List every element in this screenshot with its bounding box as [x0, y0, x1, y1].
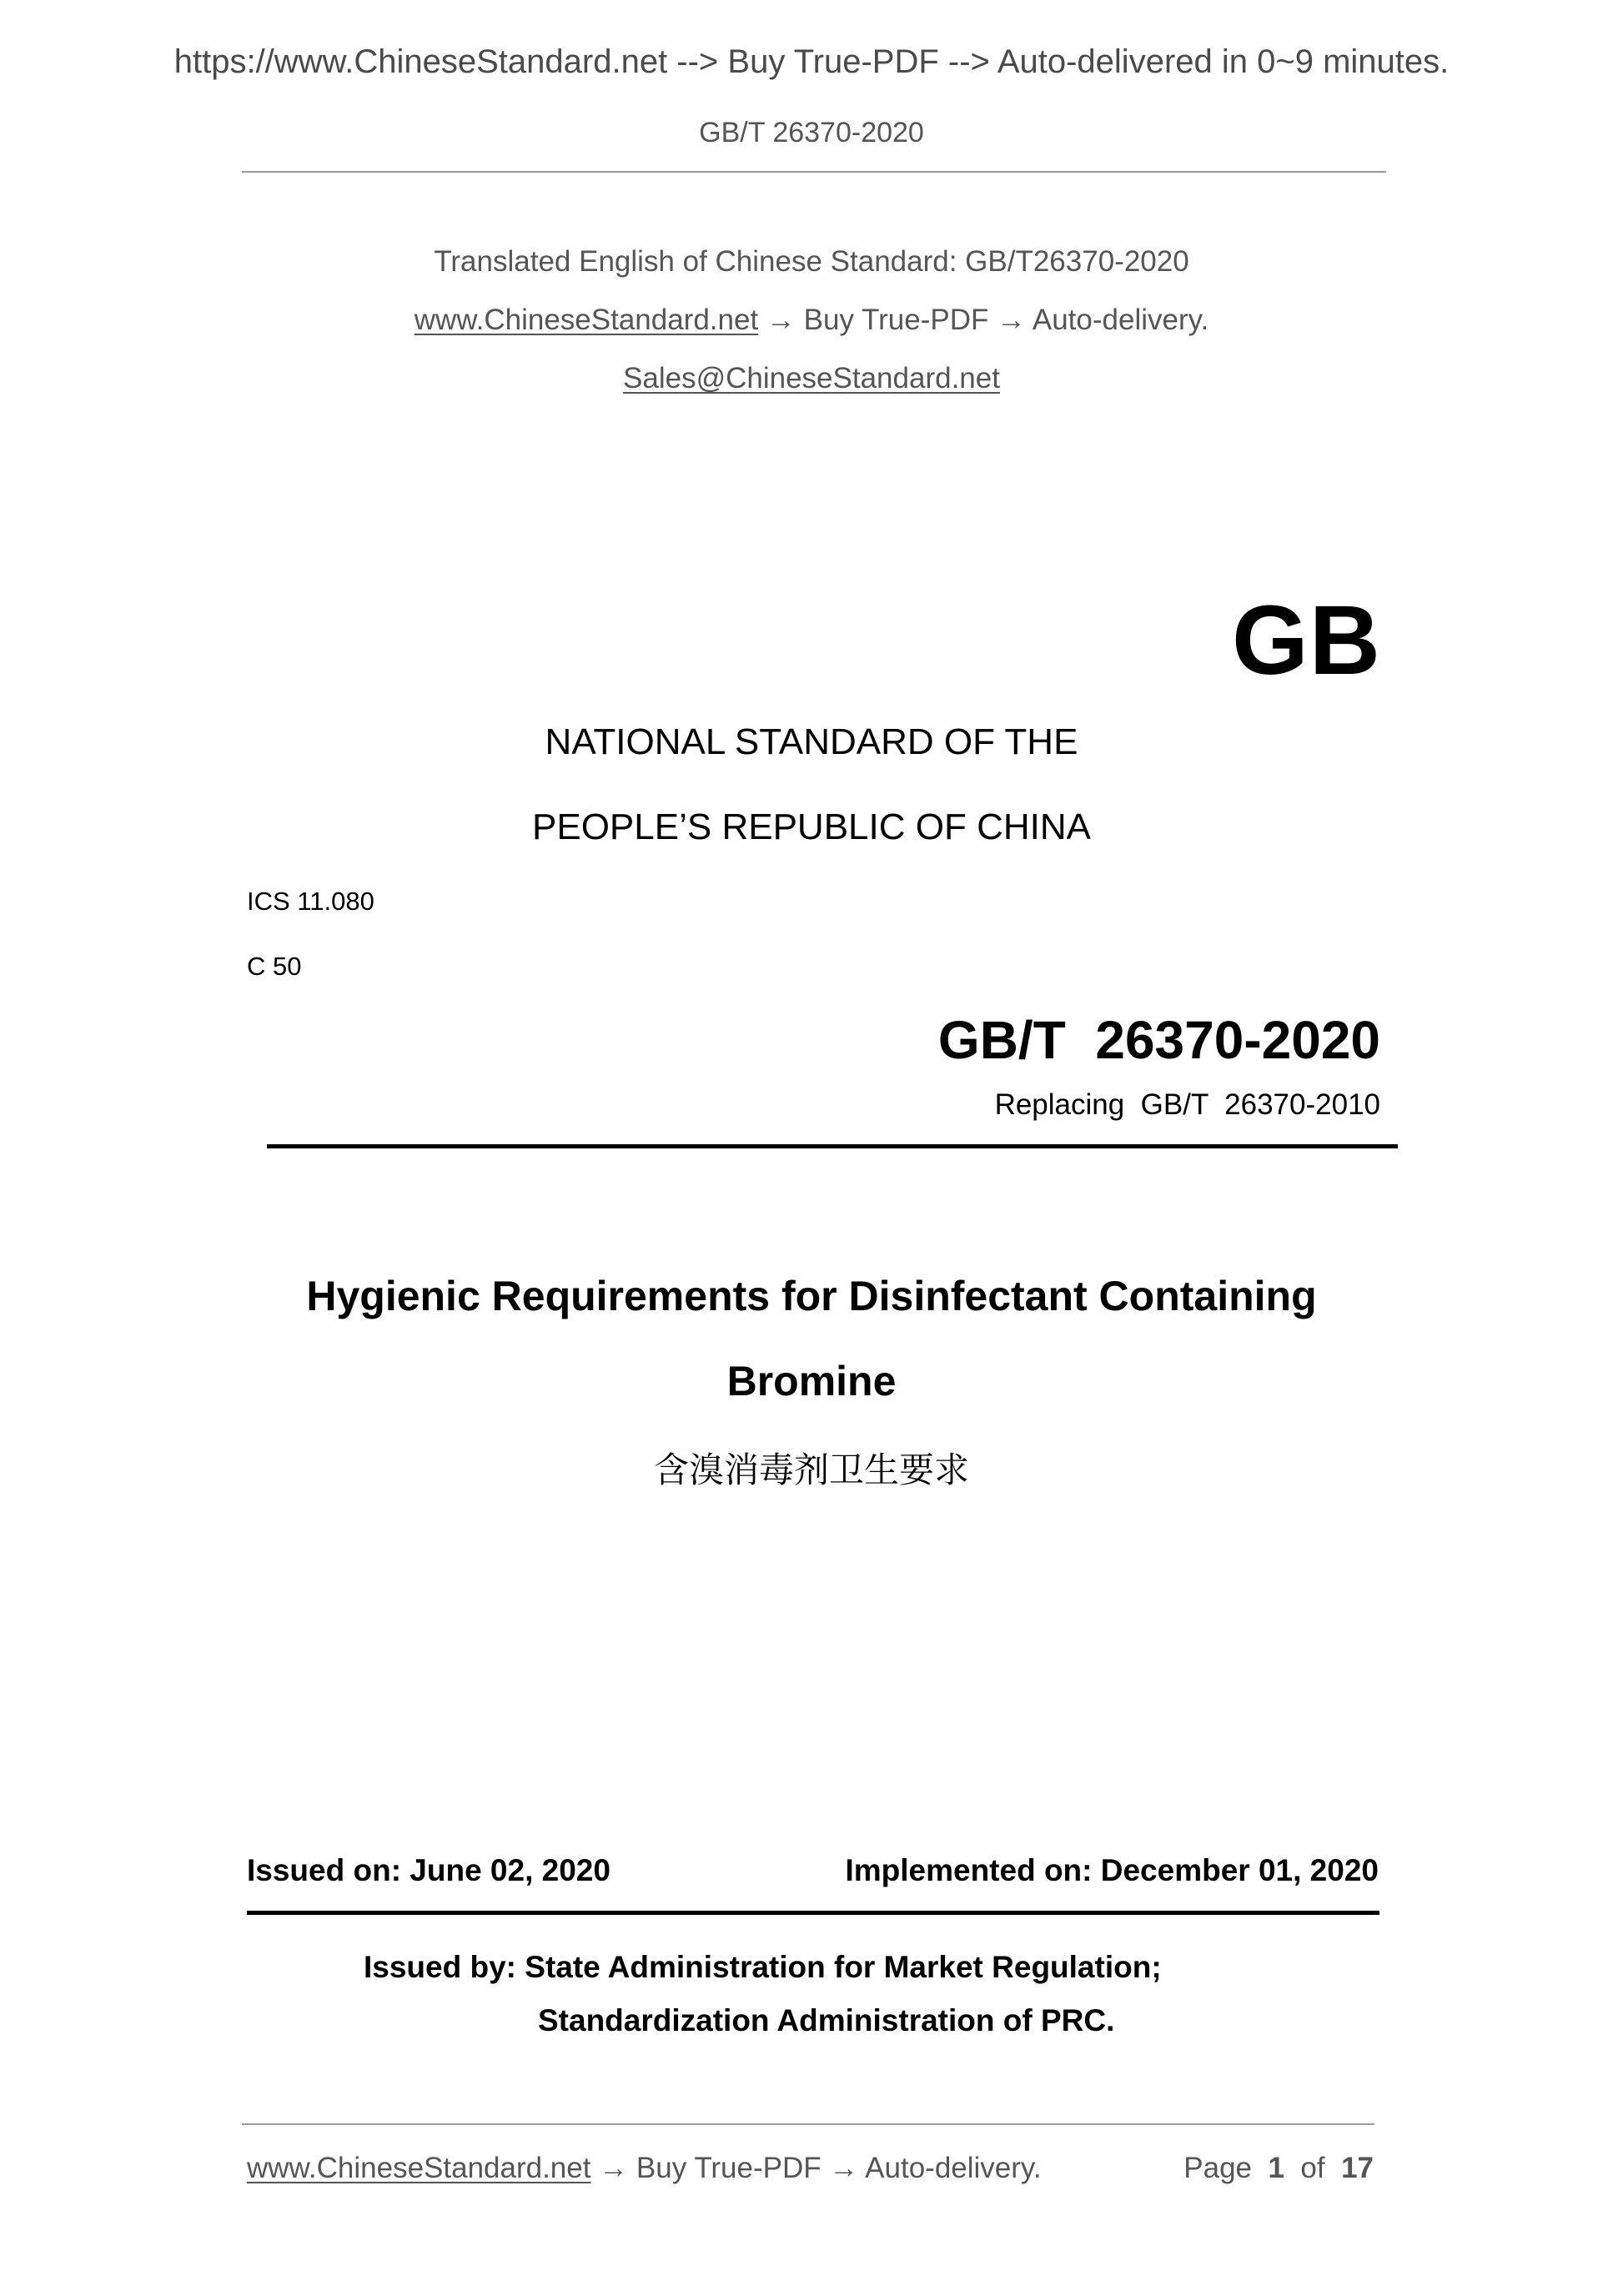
- issued-on-date: Issued on: June 02, 2020: [247, 1853, 611, 1887]
- footer-divider: [242, 2123, 1374, 2125]
- sales-email-line: [0, 362, 1623, 395]
- sales-email-link[interactable]: Sales@ChineseStandard.net: [623, 362, 1000, 394]
- site-link[interactable]: www.ChineseStandard.net: [414, 304, 759, 336]
- footer-site-link[interactable]: www.ChineseStandard.net: [247, 2152, 591, 2184]
- document-title-line2: Bromine: [726, 1358, 897, 1404]
- national-standard-line1: NATIONAL STANDARD OF THE: [545, 721, 1078, 762]
- gb-logo: GB: [1232, 585, 1381, 696]
- cover-divider-top: [267, 1144, 1398, 1148]
- issued-by-line1: Issued by: State Administration for Market Regulation;: [364, 1950, 1162, 1984]
- document-title-chinese: 含溴消毒剂卫生要求: [653, 1450, 969, 1490]
- header-url-banner: https://www.ChineseStandard.net --> Buy True-PDF --> Auto-delivered in 0~9 minutes.: [173, 43, 1450, 80]
- document-title-line1: Hygienic Requirements for Disinfectant Containing: [306, 1273, 1317, 1319]
- page-total: 17: [1341, 2152, 1374, 2184]
- page-of: of: [1300, 2152, 1325, 2184]
- issued-by-line2: Standardization Administration of PRC.: [538, 2003, 1115, 2037]
- promo-text: → Buy True-PDF → Auto-delivery.: [758, 304, 1209, 336]
- ccs-code: C 50: [247, 952, 302, 981]
- standard-number: GB/T 26370-2020: [937, 1010, 1380, 1070]
- ics-code: ICS 11.080: [247, 887, 374, 916]
- header-standard-code: GB/T 26370-2020: [699, 117, 924, 148]
- implemented-on-date: Implemented on: December 01, 2020: [845, 1853, 1379, 1887]
- cover-divider-bottom: [247, 1911, 1379, 1915]
- promo-line: [0, 304, 1623, 337]
- header-divider: [242, 171, 1386, 173]
- page-label: Page: [1183, 2152, 1253, 2184]
- page-current: 1: [1268, 2152, 1284, 2184]
- translation-line: Translated English of Chinese Standard: GB/T26370-2020: [434, 245, 1189, 278]
- replacing-standard: Replacing GB/T 26370-2010: [994, 1088, 1380, 1121]
- footer-promo: [247, 2152, 1042, 2185]
- national-standard-line2: PEOPLE’S REPUBLIC OF CHINA: [532, 806, 1091, 847]
- footer-promo-text: → Buy True-PDF → Auto-delivery.: [590, 2152, 1042, 2184]
- page-indicator: [1183, 2152, 1374, 2185]
